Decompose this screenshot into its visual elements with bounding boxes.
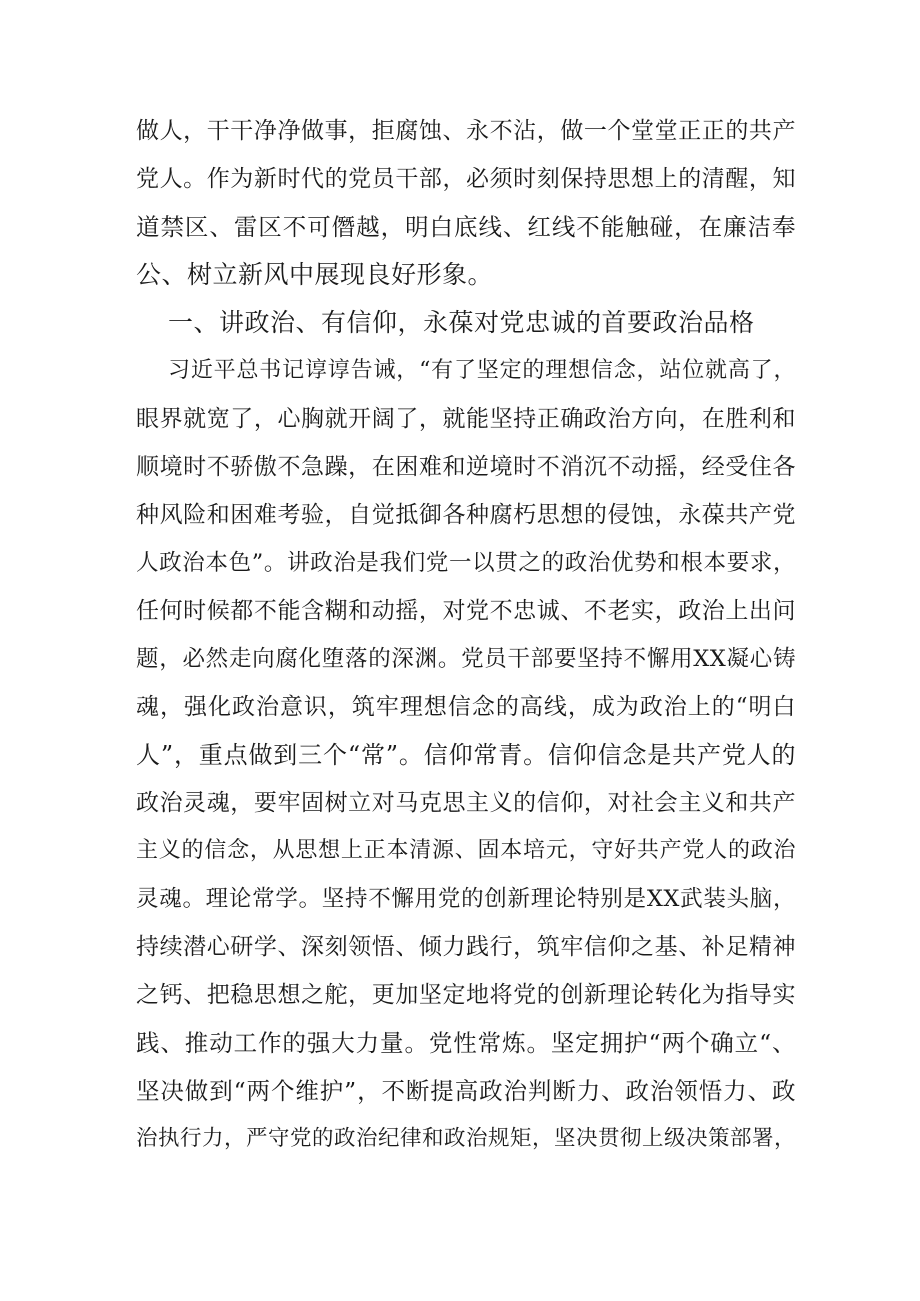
body-text-line: 做人，干干净净做事，拒腐蚀、永不沾，做一个堂堂正正的共产 xyxy=(136,118,796,144)
body-text-line: 党人。作为新时代的党员干部，必须时刻保持思想上的清醒，知 xyxy=(136,166,796,192)
body-text-line: 坚决做到“两个维护”，不断提高政治判断力、政治领悟力、政 xyxy=(136,1077,796,1105)
body-text-line: 政治灵魂，要牢固树立对马克思主义的信仰，对社会主义和共产 xyxy=(136,790,796,816)
body-text-line: 顺境时不骄傲不急躁，在困难和逆境时不消沉不动摇，经受住各 xyxy=(136,454,796,480)
body-text-line: 题，必然走向腐化堕落的深渊。党员干部要坚持不懈用XX凝心铸 xyxy=(136,646,796,672)
body-text-line: 道禁区、雷区不可僭越，明白底线、红线不能触碰，在廉洁奉 xyxy=(136,213,796,241)
body-text-line: 之钙、把稳思想之舵，更加坚定地将党的创新理论转化为指导实 xyxy=(136,982,796,1008)
body-text-line: 魂，强化政治意识，筑牢理想信念的高线，成为政治上的“明白 xyxy=(136,694,796,720)
body-text-line: 习近平总书记谆谆告诫，“有了坚定的理想信念，站位就高了， xyxy=(168,358,796,383)
body-text-line: 眼界就宽了，心胸就开阔了，就能坚持正确政治方向，在胜利和 xyxy=(136,406,796,432)
body-text-line: 人政治本色”。讲政治是我们党一以贯之的政治优势和根本要求， xyxy=(136,550,796,576)
body-text-line: 人”，重点做到三个“常”。信仰常青。信仰信念是共产党人的 xyxy=(136,741,796,769)
body-text-line: 治执行力，严守党的政治纪律和政治规矩，坚决贯彻上级决策部署， xyxy=(136,1126,797,1151)
body-text-line: 任何时候都不能含糊和动摇，对党不忠诚、不老实，政治上出问 xyxy=(136,598,796,624)
section-heading: 一、讲政治、有信仰，永葆对党忠诚的首要政治品格 xyxy=(168,308,755,337)
body-text-line: 公、树立新风中展现良好形象。 xyxy=(136,260,494,289)
body-text-line: 主义的信念，从思想上正本清源、固本培元，守好共产党人的政治 xyxy=(136,838,796,863)
body-text-line: 持续潜心研学、深刻领悟、倾力践行，筑牢信仰之基、补足精神 xyxy=(136,934,796,960)
body-text-line: 灵魂。理论常学。坚持不懈用党的创新理论特别是XX武装头脑， xyxy=(136,886,796,912)
body-text-line: 践、推动工作的强大力量。党性常炼。坚定拥护“两个确立“、 xyxy=(136,1029,796,1057)
body-text-line: 种风险和困难考验，自觉抵御各种腐朽思想的侵蚀，永葆共产党 xyxy=(136,502,796,528)
